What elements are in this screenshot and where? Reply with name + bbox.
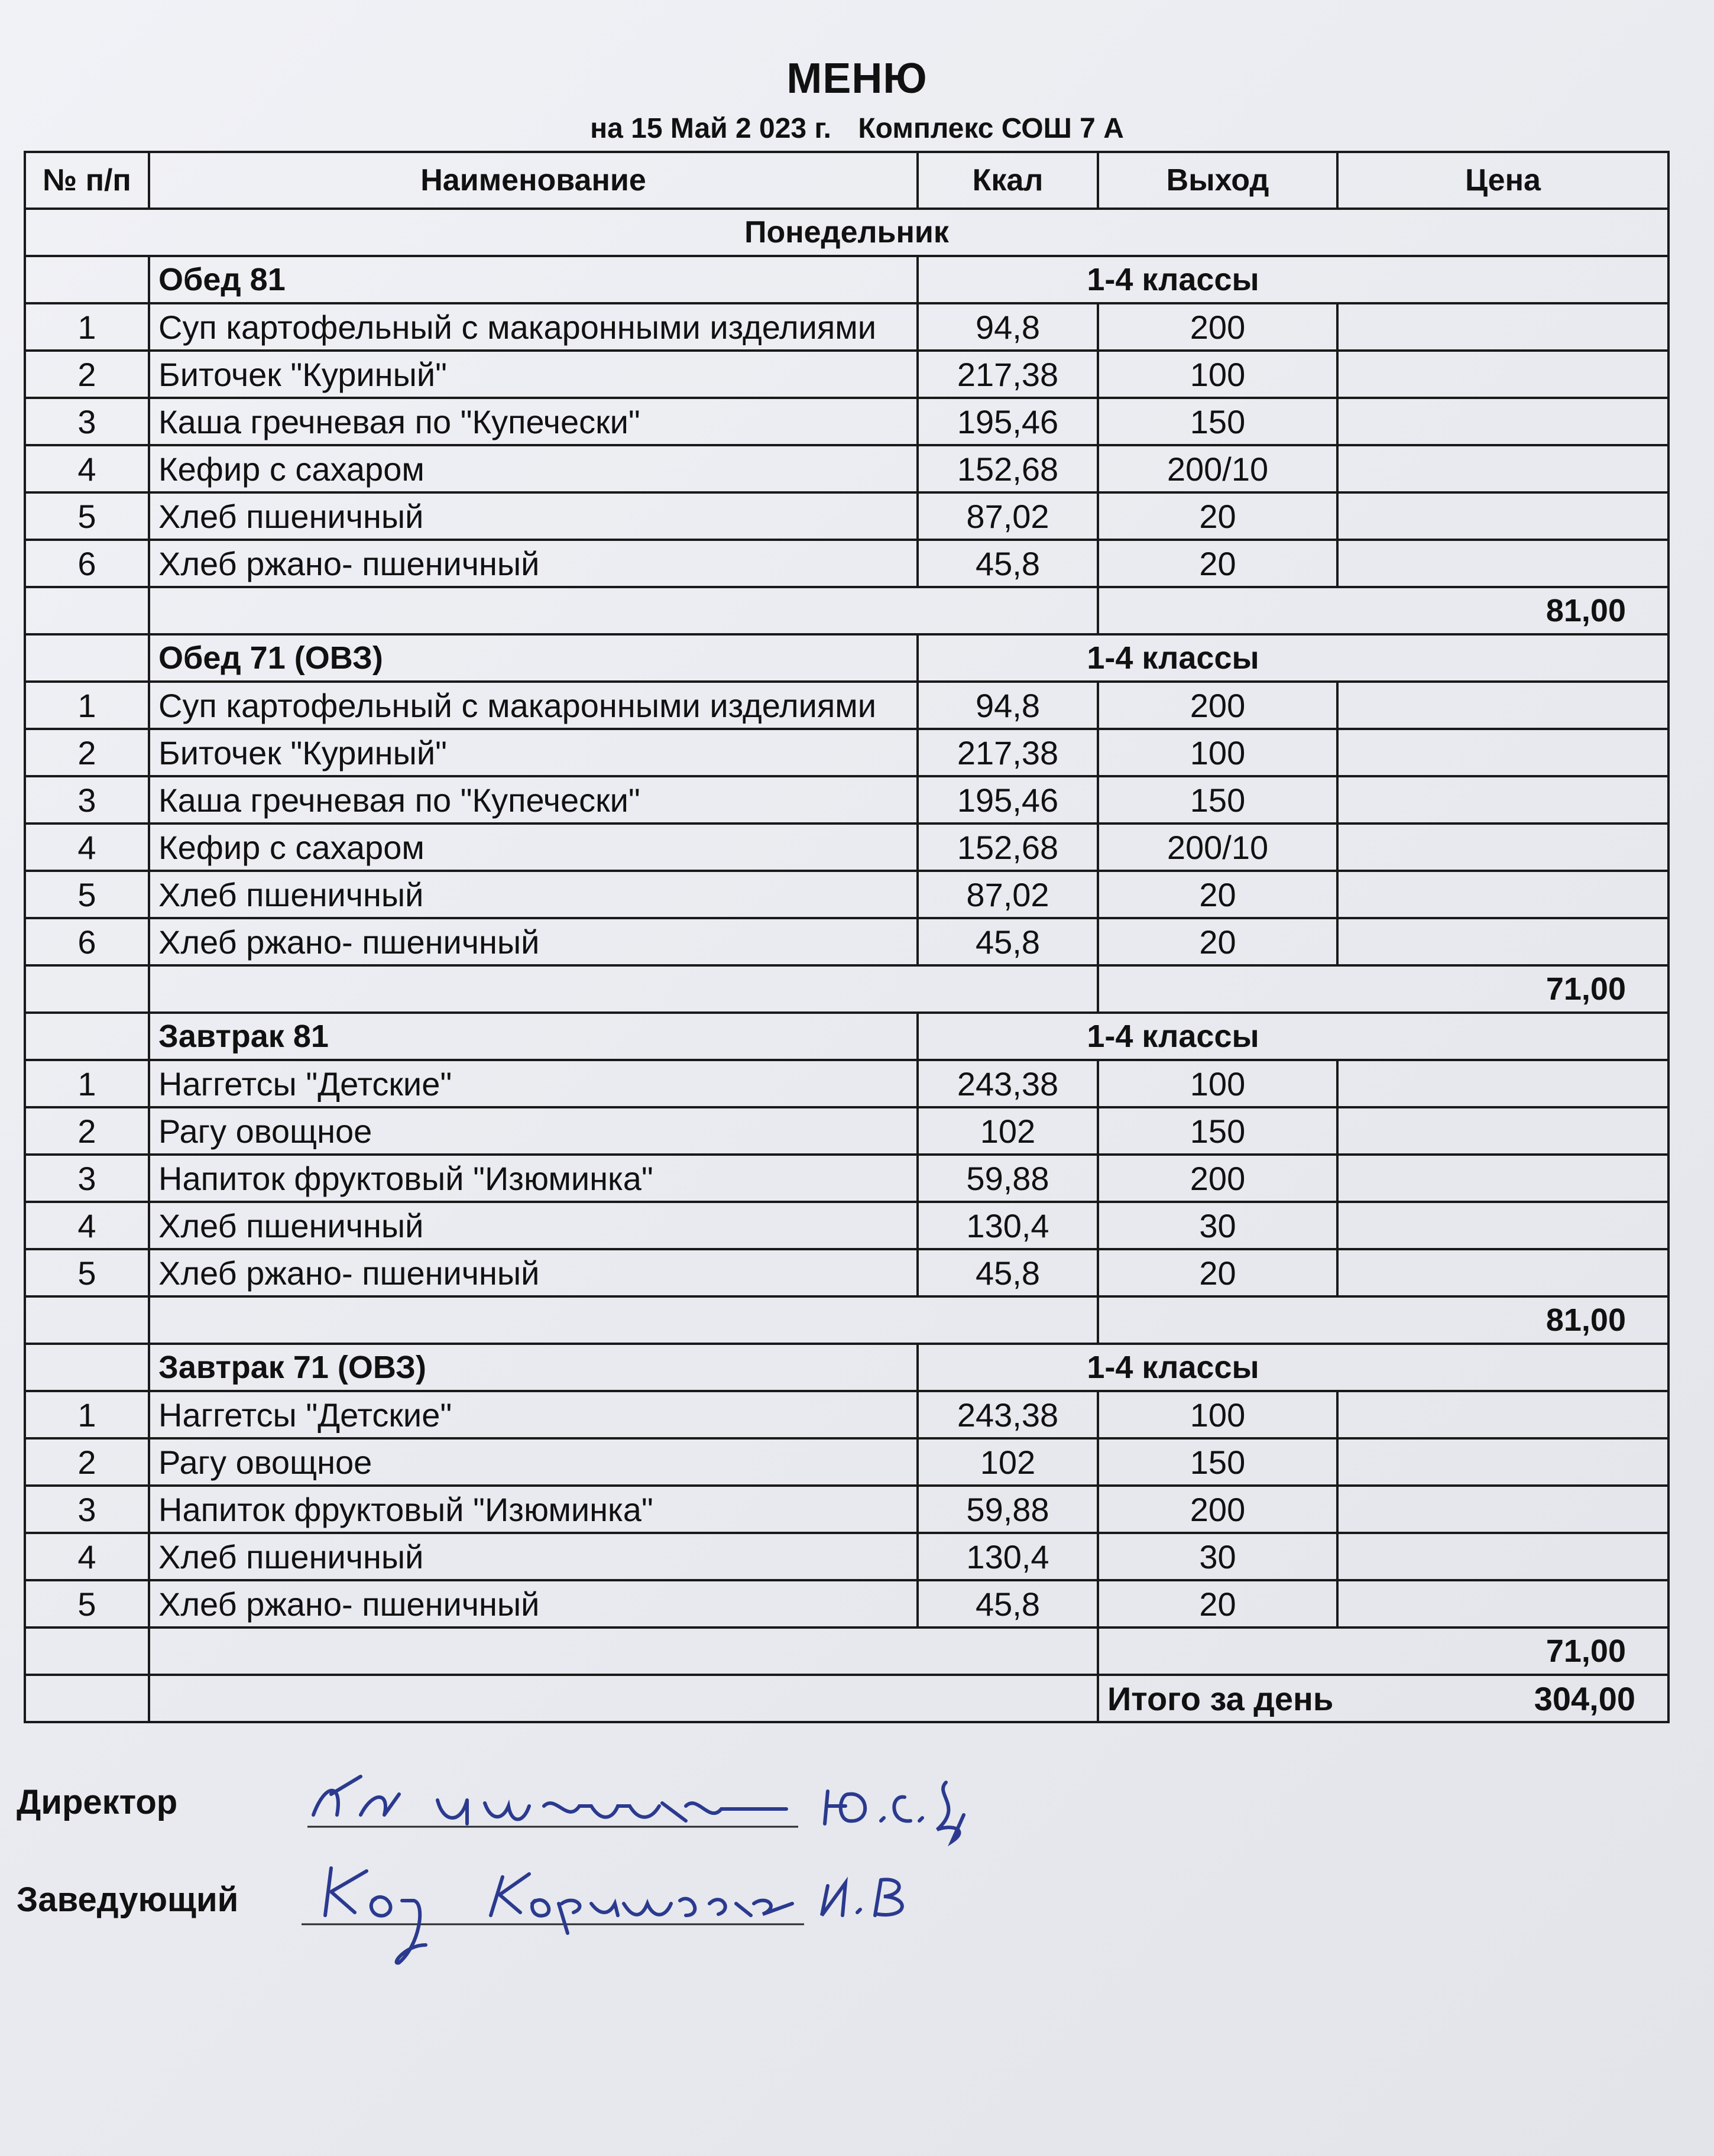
item-kcal: 195,46 bbox=[918, 398, 1098, 445]
item-name: Хлеб пшеничный bbox=[149, 871, 918, 918]
section-header-row bbox=[25, 1013, 1668, 1060]
item-name: Каша гречневая по "Купечески" bbox=[149, 776, 918, 824]
col-header-kcal: Ккал bbox=[918, 152, 1098, 209]
item-price bbox=[1337, 303, 1668, 351]
item-yield: 100 bbox=[1098, 1060, 1337, 1107]
item-yield: 200 bbox=[1098, 1155, 1337, 1202]
item-name: Рагу овощное bbox=[149, 1438, 918, 1486]
item-kcal: 45,8 bbox=[918, 540, 1098, 587]
item-number: 2 bbox=[25, 1438, 149, 1486]
item-kcal: 130,4 bbox=[918, 1202, 1098, 1249]
item-price bbox=[1337, 729, 1668, 776]
item-yield: 150 bbox=[1098, 776, 1337, 824]
section-total-row bbox=[25, 965, 1668, 1013]
table-row bbox=[25, 918, 1668, 965]
item-name: Хлеб ржано- пшеничный bbox=[149, 918, 918, 965]
grand-total-row bbox=[25, 1675, 1668, 1722]
item-yield: 20 bbox=[1098, 1580, 1337, 1627]
item-kcal: 45,8 bbox=[918, 1580, 1098, 1627]
section-grade: 1-4 классы bbox=[918, 634, 1668, 682]
table-row bbox=[25, 1107, 1668, 1155]
table-row bbox=[25, 1249, 1668, 1296]
item-number: 2 bbox=[25, 351, 149, 398]
item-number: 6 bbox=[25, 918, 149, 965]
item-price bbox=[1337, 540, 1668, 587]
item-name: Суп картофельный с макаронными изделиями bbox=[149, 303, 918, 351]
day-row bbox=[25, 209, 1668, 256]
item-name: Наггетсы "Детские" bbox=[149, 1391, 918, 1438]
item-yield: 200/10 bbox=[1098, 445, 1337, 492]
table-row bbox=[25, 824, 1668, 871]
table-row bbox=[25, 1438, 1668, 1486]
section-num-cell bbox=[25, 1013, 149, 1060]
table-row bbox=[25, 351, 1668, 398]
item-number: 1 bbox=[25, 682, 149, 729]
school-complex: Комплекс СОШ 7 А bbox=[858, 113, 1124, 144]
item-name: Каша гречневая по "Купечески" bbox=[149, 398, 918, 445]
item-name: Хлеб ржано- пшеничный bbox=[149, 1249, 918, 1296]
table-row bbox=[25, 1580, 1668, 1627]
total-spacer-cell bbox=[149, 1627, 1098, 1675]
item-price bbox=[1337, 682, 1668, 729]
item-yield: 200/10 bbox=[1098, 824, 1337, 871]
total-empty-cell bbox=[25, 587, 149, 634]
col-header-price: Цена bbox=[1337, 152, 1668, 209]
table-row bbox=[25, 776, 1668, 824]
section-total: 71,00 bbox=[1098, 965, 1668, 1013]
item-kcal: 87,02 bbox=[918, 492, 1098, 540]
item-yield: 30 bbox=[1098, 1202, 1337, 1249]
item-price bbox=[1337, 492, 1668, 540]
item-number: 3 bbox=[25, 776, 149, 824]
item-kcal: 102 bbox=[918, 1438, 1098, 1486]
section-grade: 1-4 классы bbox=[918, 1013, 1668, 1060]
item-price bbox=[1337, 445, 1668, 492]
manager-signature bbox=[296, 1844, 1052, 1975]
section-header-row bbox=[25, 1344, 1668, 1391]
table-header-row bbox=[25, 152, 1668, 209]
item-number: 4 bbox=[25, 445, 149, 492]
item-kcal: 152,68 bbox=[918, 445, 1098, 492]
section-header-row bbox=[25, 634, 1668, 682]
section-num-cell bbox=[25, 634, 149, 682]
director-label: Директор bbox=[17, 1783, 178, 1821]
item-price bbox=[1337, 1202, 1668, 1249]
col-header-num: № п/п bbox=[25, 152, 149, 209]
item-name: Кефир с сахаром bbox=[149, 445, 918, 492]
section-grade: 1-4 классы bbox=[918, 1344, 1668, 1391]
item-name: Хлеб пшеничный bbox=[149, 492, 918, 540]
table-row bbox=[25, 1486, 1668, 1533]
table-row bbox=[25, 398, 1668, 445]
item-name: Хлеб пшеничный bbox=[149, 1202, 918, 1249]
item-number: 1 bbox=[25, 1391, 149, 1438]
grand-empty-cell bbox=[25, 1675, 149, 1722]
item-kcal: 243,38 bbox=[918, 1060, 1098, 1107]
item-kcal: 102 bbox=[918, 1107, 1098, 1155]
item-yield: 150 bbox=[1098, 1438, 1337, 1486]
grand-total-label: Итого за день bbox=[1107, 1680, 1334, 1717]
col-header-yield: Выход bbox=[1098, 152, 1337, 209]
total-spacer-cell bbox=[149, 1296, 1098, 1344]
total-empty-cell bbox=[25, 1296, 149, 1344]
item-kcal: 87,02 bbox=[918, 871, 1098, 918]
item-kcal: 45,8 bbox=[918, 918, 1098, 965]
item-number: 1 bbox=[25, 1060, 149, 1107]
table-row bbox=[25, 682, 1668, 729]
section-num-cell bbox=[25, 256, 149, 303]
item-price bbox=[1337, 871, 1668, 918]
director-signature bbox=[296, 1759, 1052, 1847]
item-number: 4 bbox=[25, 1202, 149, 1249]
section-grade: 1-4 классы bbox=[918, 256, 1668, 303]
item-name: Кефир с сахаром bbox=[149, 824, 918, 871]
table-row bbox=[25, 1155, 1668, 1202]
item-yield: 100 bbox=[1098, 729, 1337, 776]
item-price bbox=[1337, 1060, 1668, 1107]
item-kcal: 130,4 bbox=[918, 1533, 1098, 1580]
item-number: 3 bbox=[25, 1486, 149, 1533]
item-yield: 100 bbox=[1098, 1391, 1337, 1438]
item-yield: 200 bbox=[1098, 303, 1337, 351]
section-total: 81,00 bbox=[1098, 587, 1668, 634]
col-header-name: Наименование bbox=[149, 152, 918, 209]
item-price bbox=[1337, 918, 1668, 965]
item-price bbox=[1337, 1155, 1668, 1202]
item-name: Напиток фруктовый "Изюминка" bbox=[149, 1155, 918, 1202]
item-kcal: 217,38 bbox=[918, 729, 1098, 776]
table-row bbox=[25, 1391, 1668, 1438]
item-yield: 20 bbox=[1098, 918, 1337, 965]
item-number: 6 bbox=[25, 540, 149, 587]
item-price bbox=[1337, 1438, 1668, 1486]
item-number: 1 bbox=[25, 303, 149, 351]
item-number: 4 bbox=[25, 1533, 149, 1580]
section-title: Обед 81 bbox=[149, 256, 918, 303]
day-label: Понедельник bbox=[25, 209, 1668, 256]
section-total-row bbox=[25, 1296, 1668, 1344]
page-subtitle bbox=[0, 112, 1714, 145]
item-kcal: 45,8 bbox=[918, 1249, 1098, 1296]
item-yield: 20 bbox=[1098, 492, 1337, 540]
item-name: Рагу овощное bbox=[149, 1107, 918, 1155]
manager-label: Заведующий bbox=[17, 1881, 239, 1919]
item-number: 5 bbox=[25, 871, 149, 918]
item-number: 3 bbox=[25, 398, 149, 445]
table-row bbox=[25, 492, 1668, 540]
total-empty-cell bbox=[25, 965, 149, 1013]
item-name: Хлеб пшеничный bbox=[149, 1533, 918, 1580]
item-yield: 150 bbox=[1098, 398, 1337, 445]
item-yield: 20 bbox=[1098, 540, 1337, 587]
section-title: Завтрак 81 bbox=[149, 1013, 918, 1060]
item-price bbox=[1337, 1486, 1668, 1533]
item-kcal: 59,88 bbox=[918, 1155, 1098, 1202]
section-total: 81,00 bbox=[1098, 1296, 1668, 1344]
item-yield: 20 bbox=[1098, 1249, 1337, 1296]
total-empty-cell bbox=[25, 1627, 149, 1675]
grand-total-cell bbox=[1098, 1675, 1668, 1722]
item-price bbox=[1337, 824, 1668, 871]
item-price bbox=[1337, 1580, 1668, 1627]
menu-table bbox=[24, 151, 1670, 1723]
menu-date: на 15 Май 2 023 г. bbox=[590, 113, 831, 144]
total-spacer-cell bbox=[149, 587, 1098, 634]
item-name: Хлеб ржано- пшеничный bbox=[149, 1580, 918, 1627]
table-row bbox=[25, 303, 1668, 351]
item-price bbox=[1337, 398, 1668, 445]
item-kcal: 243,38 bbox=[918, 1391, 1098, 1438]
section-title: Завтрак 71 (ОВЗ) bbox=[149, 1344, 918, 1391]
table-row bbox=[25, 540, 1668, 587]
item-name: Суп картофельный с макаронными изделиями bbox=[149, 682, 918, 729]
item-kcal: 59,88 bbox=[918, 1486, 1098, 1533]
item-price bbox=[1337, 776, 1668, 824]
item-price bbox=[1337, 1107, 1668, 1155]
item-kcal: 195,46 bbox=[918, 776, 1098, 824]
item-number: 2 bbox=[25, 1107, 149, 1155]
item-number: 2 bbox=[25, 729, 149, 776]
item-yield: 20 bbox=[1098, 871, 1337, 918]
table-row bbox=[25, 1533, 1668, 1580]
item-yield: 200 bbox=[1098, 682, 1337, 729]
item-number: 3 bbox=[25, 1155, 149, 1202]
item-yield: 200 bbox=[1098, 1486, 1337, 1533]
table-row bbox=[25, 871, 1668, 918]
total-spacer-cell bbox=[149, 965, 1098, 1013]
section-total-row bbox=[25, 587, 1668, 634]
item-kcal: 94,8 bbox=[918, 682, 1098, 729]
item-name: Наггетсы "Детские" bbox=[149, 1060, 918, 1107]
item-name: Хлеб ржано- пшеничный bbox=[149, 540, 918, 587]
item-number: 5 bbox=[25, 492, 149, 540]
item-yield: 100 bbox=[1098, 351, 1337, 398]
section-header-row bbox=[25, 256, 1668, 303]
item-name: Биточек "Куриный" bbox=[149, 729, 918, 776]
table-row bbox=[25, 1060, 1668, 1107]
item-price bbox=[1337, 1533, 1668, 1580]
table-row bbox=[25, 1202, 1668, 1249]
item-number: 4 bbox=[25, 824, 149, 871]
item-kcal: 94,8 bbox=[918, 303, 1098, 351]
item-kcal: 217,38 bbox=[918, 351, 1098, 398]
item-yield: 30 bbox=[1098, 1533, 1337, 1580]
item-price bbox=[1337, 351, 1668, 398]
item-name: Биточек "Куриный" bbox=[149, 351, 918, 398]
item-yield: 150 bbox=[1098, 1107, 1337, 1155]
table-row bbox=[25, 729, 1668, 776]
grand-spacer-cell bbox=[149, 1675, 1098, 1722]
item-number: 5 bbox=[25, 1580, 149, 1627]
section-title: Обед 71 (ОВЗ) bbox=[149, 634, 918, 682]
item-number: 5 bbox=[25, 1249, 149, 1296]
item-price bbox=[1337, 1249, 1668, 1296]
item-name: Напиток фруктовый "Изюминка" bbox=[149, 1486, 918, 1533]
section-total: 71,00 bbox=[1098, 1627, 1668, 1675]
section-num-cell bbox=[25, 1344, 149, 1391]
item-kcal: 152,68 bbox=[918, 824, 1098, 871]
section-total-row bbox=[25, 1627, 1668, 1675]
item-price bbox=[1337, 1391, 1668, 1438]
table-row bbox=[25, 445, 1668, 492]
page-title: МЕНЮ bbox=[786, 55, 928, 102]
grand-total-value: 304,00 bbox=[1534, 1680, 1635, 1717]
